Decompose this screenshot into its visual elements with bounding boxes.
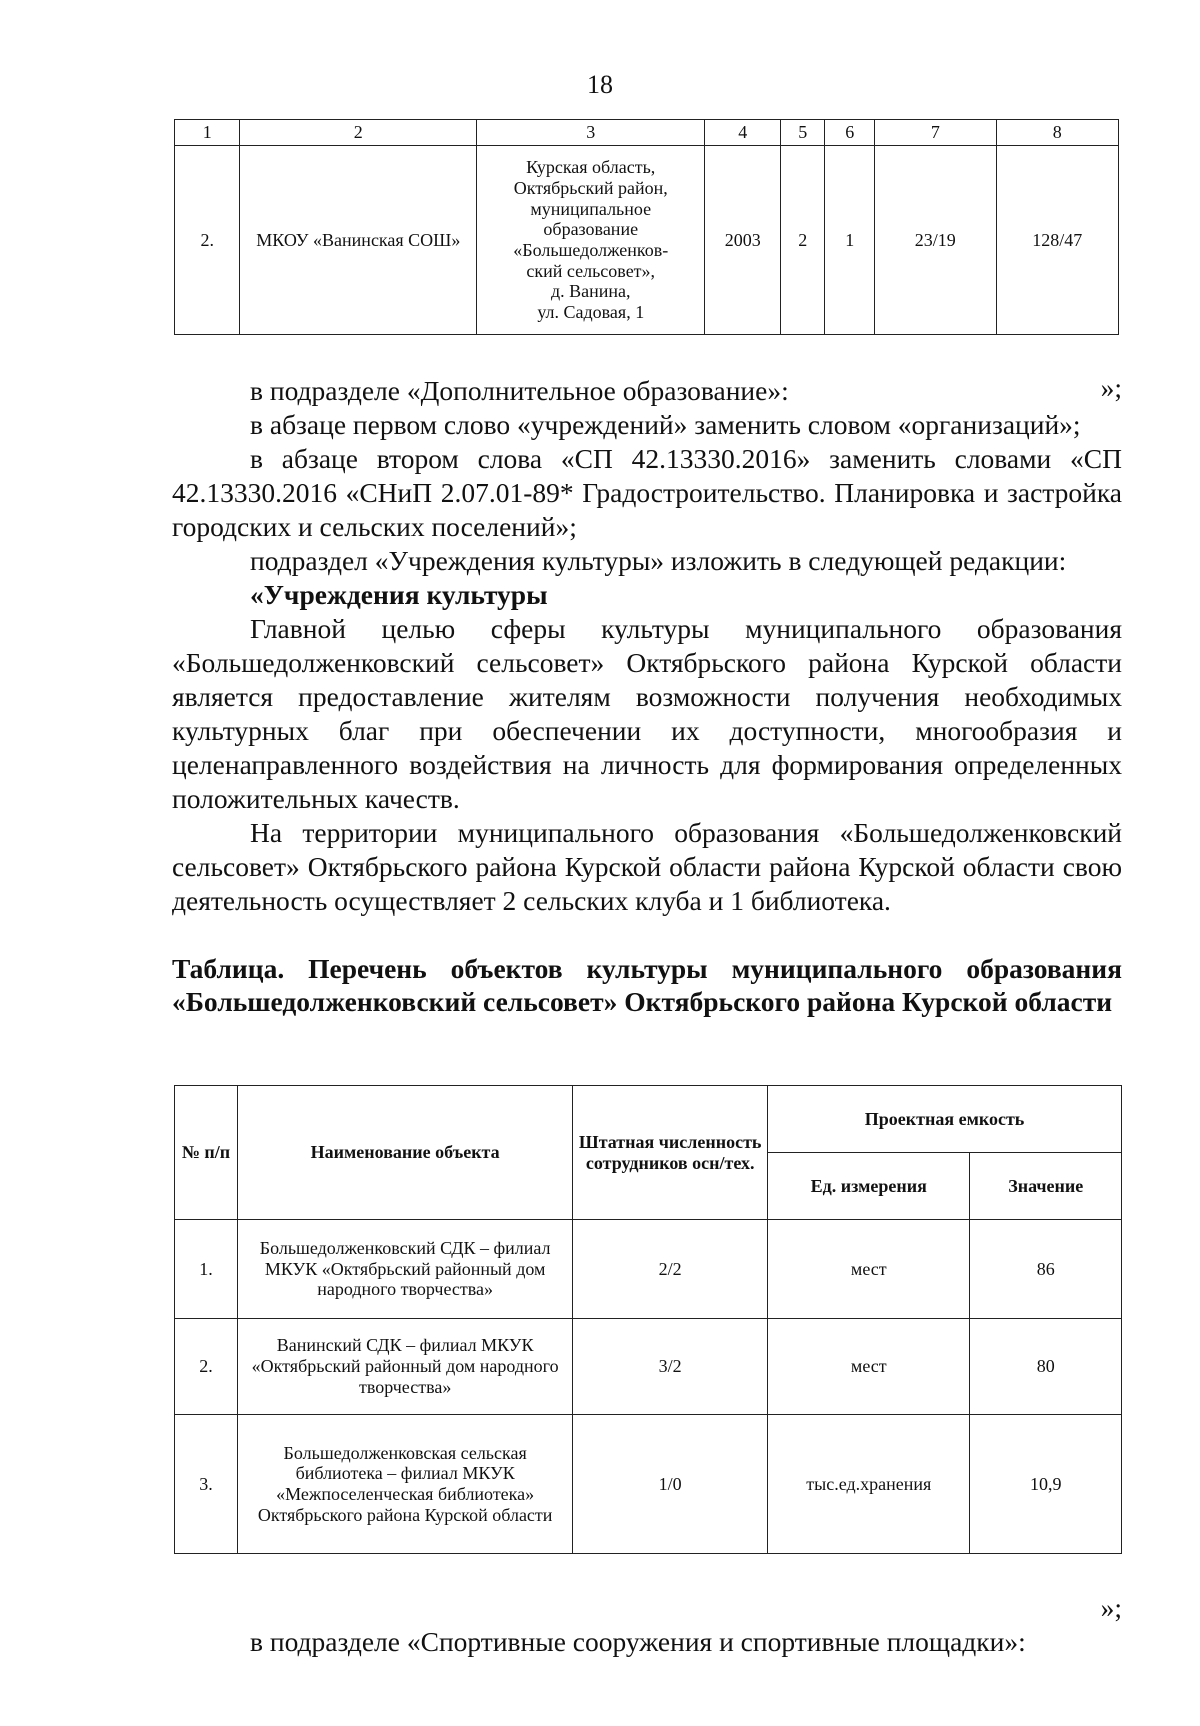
address-line: д. Ванина, [550,281,631,302]
cell-value: 2 [781,146,825,335]
paragraph: Главной целью сферы культуры муниципального образования «Большедолженковский сельсовет» Октябрьского района Курской области является предоставление жителям возможности получения необходимых культурных благ при обеспечении их доступности, многообразия и целенаправленного воздействия на личность для формирования определенных положительных качеств. [172,613,1122,814]
culture-objects-table [174,1085,1122,1554]
school-address [477,146,705,335]
address-line: «Большедолженков- [513,240,669,260]
capacity-unit: мест [768,1220,970,1319]
row-number: 1. [175,1220,238,1319]
header-number: № п/п [175,1086,238,1220]
school-name: МКОУ «Ванинская СОШ» [240,146,477,335]
table-row [175,1319,1122,1415]
address-line: Курская область, [526,157,656,178]
column-number: 2 [240,120,477,146]
row-number: 2. [175,1319,238,1415]
cell-value: 1 [825,146,875,335]
capacity-unit: мест [768,1319,970,1415]
column-number: 8 [996,120,1118,146]
column-number: 6 [825,120,875,146]
cell-value: 23/19 [875,146,997,335]
header-value: Значение [970,1153,1122,1220]
staff-count: 1/0 [573,1415,768,1554]
page-number: 18 [587,70,613,99]
table-header-row [175,1086,1122,1153]
row-number: 3. [175,1415,238,1554]
build-year: 2003 [705,146,781,335]
row-number: 2. [175,146,240,335]
address-line: образование [543,219,639,240]
table-title: Таблица. Перечень объектов культуры муниципального образования «Большедолженковский сельсовет» Октябрьского района Курской области [172,953,1122,1017]
closing-quote-mark: »; [1100,1592,1122,1623]
address-line: ул. Садовая, 1 [537,302,645,323]
capacity-value: 80 [970,1319,1122,1415]
section-heading: «Учреждения культуры [250,579,548,610]
staff-count: 3/2 [573,1319,768,1415]
address-line: муниципальное [530,198,652,219]
header-unit: Ед. измерения [768,1153,970,1220]
paragraph: подраздел «Учреждения культуры» изложить в следующей редакции: [250,545,1067,576]
capacity-unit: тыс.ед.хранения [768,1415,970,1554]
address-line: ский сельсовет», [526,260,656,281]
closing-quote-mark: »; [1100,372,1122,403]
column-number: 4 [705,120,781,146]
paragraph: в подразделе «Дополнительное образование»: [250,375,789,406]
object-name: Ванинский СДК – филиал МКУК «Октябрьский районный дом народного творчества» [238,1319,573,1415]
body-text [172,374,1122,918]
column-number: 1 [175,120,240,146]
paragraph: На территории муниципального образования «Большедолженковский сельсовет» Октябрьского района Курской области района Курской области свою деятельность осуществляет 2 сельских клуба и 1 библиотека. [172,817,1122,916]
table-row [175,1220,1122,1319]
column-number: 3 [477,120,705,146]
table-row [175,1415,1122,1554]
staff-count: 2/2 [573,1220,768,1319]
capacity-value: 10,9 [970,1415,1122,1554]
cell-value: 128/47 [996,146,1118,335]
column-number: 5 [781,120,825,146]
schools-table [174,119,1119,335]
address-line: Октябрьский район, [513,177,668,198]
object-name: Большедолженковская сельская библиотека – филиал МКУК «Межпоселенческая библиотека» Октябрьского района Курской области [238,1415,573,1554]
header-staff: Штатная численность сотрудников осн/тех. [573,1086,768,1220]
table-header-row [175,120,1119,146]
header-name: Наименование объекта [238,1086,573,1220]
paragraph: в абзаце первом слово «учреждений» заменить словом «организаций»; [250,409,1081,440]
table-row [175,146,1119,335]
column-number: 7 [875,120,997,146]
paragraph: в подразделе «Спортивные сооружения и спортивные площадки»: [250,1626,1026,1657]
paragraph: в абзаце втором слова «СП 42.13330.2016» заменить словами «СП 42.13330.2016 «СНиП 2.07.01-89* Градостроительство. Планировка и застройка городских и сельских поселений»; [172,443,1122,542]
capacity-value: 86 [970,1220,1122,1319]
object-name: Большедолженковский СДК – филиал МКУК «Октябрьский районный дом народного творчества» [238,1220,573,1319]
header-capacity: Проектная емкость [768,1086,1122,1153]
